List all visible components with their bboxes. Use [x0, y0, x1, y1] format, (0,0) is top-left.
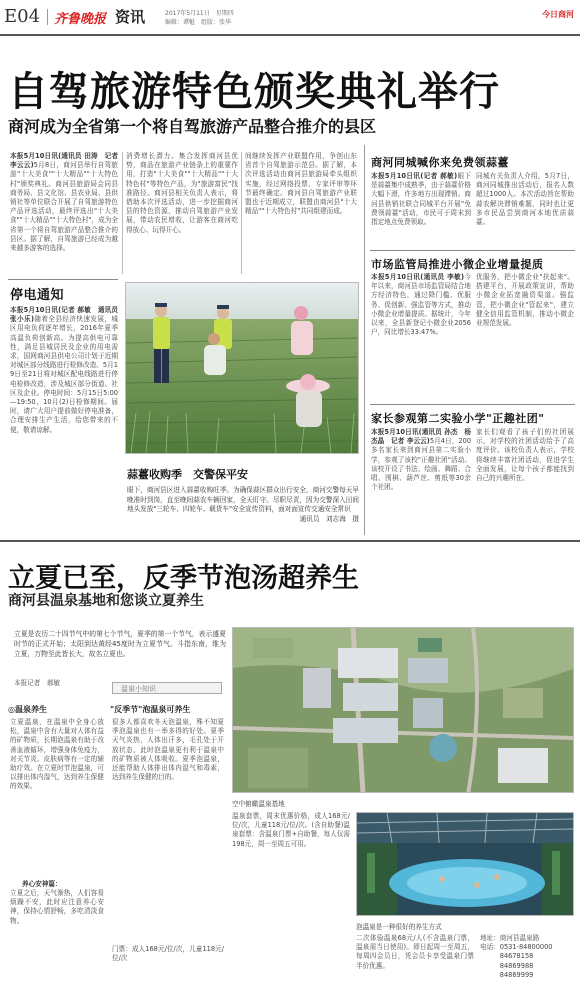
divider — [47, 9, 48, 25]
page-number: E04 — [4, 6, 41, 27]
editor-line: 编辑：谭魁 组版：张华 — [165, 19, 232, 26]
story3-headline: 立夏已至，反季节泡汤超养生 — [8, 563, 359, 594]
pool-photo — [356, 812, 574, 916]
col-divider — [241, 152, 242, 274]
story2-body — [10, 306, 118, 526]
right-story-a-text: 眼下是蒜薹集中成熟季，由于蒜薹价格大幅下滑，许多地方出现滞销。商河县供销社联合同城平台开展"免费领蒜薹"活动，市民可于周末到指定地点免费领取。 — [371, 172, 471, 227]
pool-illustration — [357, 813, 574, 916]
story2-byline: 本报5月10日讯(记者 郝敏 通讯员 张小乐) — [10, 306, 118, 324]
story1-col1 — [10, 152, 118, 274]
story3-top-rule — [0, 540, 580, 542]
right-story-b-text: 今年以来，商河县市场监管局结合地方经济特色，通过降门槛、优服务、促创新、强监管等方式，推动小微企业增量提质。据统计，今年以来，全县新登记小微企业2056户，同比增长33.47%。 — [371, 273, 471, 337]
sec-a-body2: 立夏之后，天气渐热，人们容易烦躁不安，此时应注意养心安神，保持心情舒畅，多吃清淡食物。 — [10, 889, 104, 925]
page-header — [0, 0, 580, 34]
right-story-c-headline: 家长参观第二实验小学"正趣社团" — [371, 412, 545, 425]
right-story-c-text: 5月4日，200多名家长来到商河县第二实验小学，参观了该校"正趣社团"活动。该校开设了书法、绘画、舞蹈、合唱、围棋、葫芦丝、剪纸等30余个社团。 — [371, 437, 471, 492]
story3-intro: 立夏是农历二十四节气中的第七个节气，夏季的第一个节气，表示盛夏时节的正式开始；太阳到达黄经45度时为立夏节气。斗指东南，维为立夏，万物至此皆长大，故名立夏也。 — [14, 630, 226, 658]
aerial-illustration — [233, 628, 574, 793]
sec-a-title: ◎温泉养生 — [8, 705, 47, 714]
story1-subhead: 商河成为全省第一个将自驾旅游产品整合推介的县区 — [8, 117, 377, 136]
section-rule — [370, 404, 575, 405]
section-name: 资讯 — [115, 8, 146, 26]
story3-byline: 本报记者 郝敏 — [14, 679, 61, 687]
sec-a-sub: 养心安神篇： — [22, 880, 62, 888]
right-story-b-col2: 优服务，把小微企业"扶起来"。搭建平台，开展政策宣讲，帮助小微企业拓宽融资渠道。强监管，把小微企业"管起来"，建立健全信用监管机制，推动小微企业规范发展。 — [476, 273, 574, 328]
story2-text: 随着全县经济快速发展，城区用电负荷逐年增长，2016年夏季高温负荷创新高。为提高供电可靠性，满足县城居民及企业的用电需求，国网商河县供电公司计划于近期对城区部分线路进行检修改造。5月19日至21日将对城区配电线路进行停电检修改造，涉及城区部分街道、社区及企业。停电时间：5月15日5:00—19:50、10月(2)日检修期间。届时，请广大用户提前做好停电准备，合理安排生产生活，给您带来的不便，敬请谅解。 — [10, 315, 118, 434]
sec-d-body: 二次体验温泉68元/人(不含温泉门票，温泉需当日使用)。即日起周一至周五，每周四会员日，凭会员卡享受温泉门票半价优惠。 — [356, 934, 474, 970]
edition-label: 今日商河 — [542, 10, 574, 19]
hot-spring-tag — [112, 682, 222, 694]
aerial-caption: 空中俯瞰温泉基地 — [232, 800, 285, 808]
right-story-c-col2: 家长们观看了孩子们的社团展示，对学校的社团活动给予了高度评价。该校负责人表示，学校将继续丰富社团活动，促进学生全面发展，让每个孩子都能找到自己的兴趣所在。 — [476, 428, 574, 483]
right-column-divider — [364, 145, 365, 535]
story3-subhead: 商河县温泉基地和您谈立夏养生 — [8, 593, 204, 609]
story1-headline: 自驾旅游特色颁奖典礼举行 — [8, 68, 500, 115]
date-line: 2017年5月11日 星期四 — [165, 10, 234, 17]
right-story-b-headline: 市场监管局推进小微企业增量提质 — [371, 258, 544, 271]
right-story-a-col2: 同城有关负责人介绍，5月7日，商河同城推出活动后，报名人数超过1000人。本次活动旨在帮助蒜农解决滞销难题，同时也让更多市民品尝到商河本地优质蒜薹。 — [476, 172, 574, 227]
photo-credit: 通讯员 刘志海 摄 — [299, 514, 359, 523]
photo-illustration — [126, 283, 359, 454]
contact-info: 地址：商河县温泉路 电话：0531-84800000 84678158 84869988 84869999 — [480, 934, 553, 979]
photo-caption-body — [127, 486, 359, 532]
pool-caption: 泡温泉是一种很好的养生方式 — [356, 923, 442, 931]
right-story-b-byline: 本报5月10日讯(通讯员 李敏) — [371, 273, 465, 281]
col-divider — [122, 152, 123, 274]
right-story-a-byline: 本报5月10日讯(记者 郝敏) — [371, 172, 458, 180]
header-rule — [0, 34, 580, 36]
right-story-b-col1 — [371, 273, 471, 393]
right-story-a-headline: 商河同城喊你来免费领蒜薹 — [371, 156, 509, 169]
right-story-a-col1 — [371, 172, 471, 246]
story1-col2: 消费增长潜力。集合发挥商河县优势，商品在旅游产业链条上的重要作用，打造"十大美食""十大精品""十大特色村"等特色产品，为"旅游富民"找准路径。商河县相关负责人表示，将借助本次评选活动，进一步挖掘商河县的特色资源，推动自驾旅游产业发展，带动农民增收，让游客在商河吃得放心、玩得开心。 — [126, 152, 238, 234]
right-story-c-col1 — [371, 428, 471, 532]
story2-headline: 停电通知 — [10, 288, 65, 303]
aerial-photo — [232, 627, 574, 793]
sec-b-body: 很多人都喜欢冬天泡温泉，殊不知夏季泡温泉也有一举多得的好处。夏季天气炎热，人体出汗多，毛孔处于开放状态，此时泡温泉更有利于温泉中的矿物质被人体吸收。夏季泡温泉，还能帮助人体排出体内湿气和毒素，达到养生保健的目的。 — [112, 718, 224, 782]
section-rule — [8, 279, 118, 280]
sec-b-tail: 门票：成人168元/位/次，儿童118元/位/次 — [112, 945, 224, 963]
photo-caption-title: 蒜薹收购季 交警保平安 — [127, 468, 248, 481]
story1-col3: 间继续发挥产业联盟作用，争创山东省首个自驾旅游示范县。据了解，本次评选活动由商河县旅游局牵头组织实施，经过网络投票、专家评审等环节最终确定。商河县自驾旅游产业联盟也于近期成立，联盟由商河县"十大精品""十大特色村"共同组建而成。 — [245, 152, 357, 216]
garlic-field-photo — [125, 282, 359, 454]
hot-spring-tag-label: 温泉小知识 — [121, 685, 156, 693]
paper-logo: 齐鲁晚报 — [54, 12, 107, 27]
section-rule — [370, 250, 575, 251]
right-story-c-byline: 本报5月10日讯(通讯员 孙杰 杨杰晶 记者 李云云) — [371, 428, 471, 446]
photo-caption-text: 眼下，商河县区进入蒜薹收购旺季。为确保蒜区群众出行安全，商河交警每天早晚准时到岗，直至晚间蒜农车辆回家，全天盯守。尽职尽责，因为交警深入田间地头发放"三轮车、四轮车、载货车"安全宣传资料，面对面宣传交通安全常识 — [127, 486, 359, 513]
sec-b-title: "反季节"泡温泉可养生 — [110, 705, 191, 714]
story1-byline: 本报5月10日讯(通讯员 田涛 记者 李云云) — [10, 152, 118, 170]
story1-col1-text: 5月8日，商河县举行自驾旅游"十大美食""十大精品""十大特色村"颁奖典礼。商河县旅游局会同县商务局、县文化馆、县农业局、县供销社等单位联合开展了自驾旅游特色产品评选活动，最终评选出"十大美食""十大精品""十大特色村"，成为全省第一个将自驾旅游产品整合推介的县区。据了解，自驾旅游已经成为越来越多游客的选择。 — [10, 161, 118, 253]
sec-a-body: 立夏温泉，在温泉中全身心放松，温泉中含有大量对人体有益的矿物质，长期泡温泉有助于改善血液循环，增强身体免疫力，对关节炎、皮肤病等有一定的辅助疗效。在立夏时节泡温泉，可以排出体内湿气，达到养生保健的效果。 — [10, 718, 104, 791]
sec-c-body: 温泉套票，周末优惠价格，成人168元/位/次，儿童118元/位/次。(含自助餐)温泉套票：含温泉门票+自助餐，每人仅需198元，周一至周五可用。 — [232, 812, 350, 848]
